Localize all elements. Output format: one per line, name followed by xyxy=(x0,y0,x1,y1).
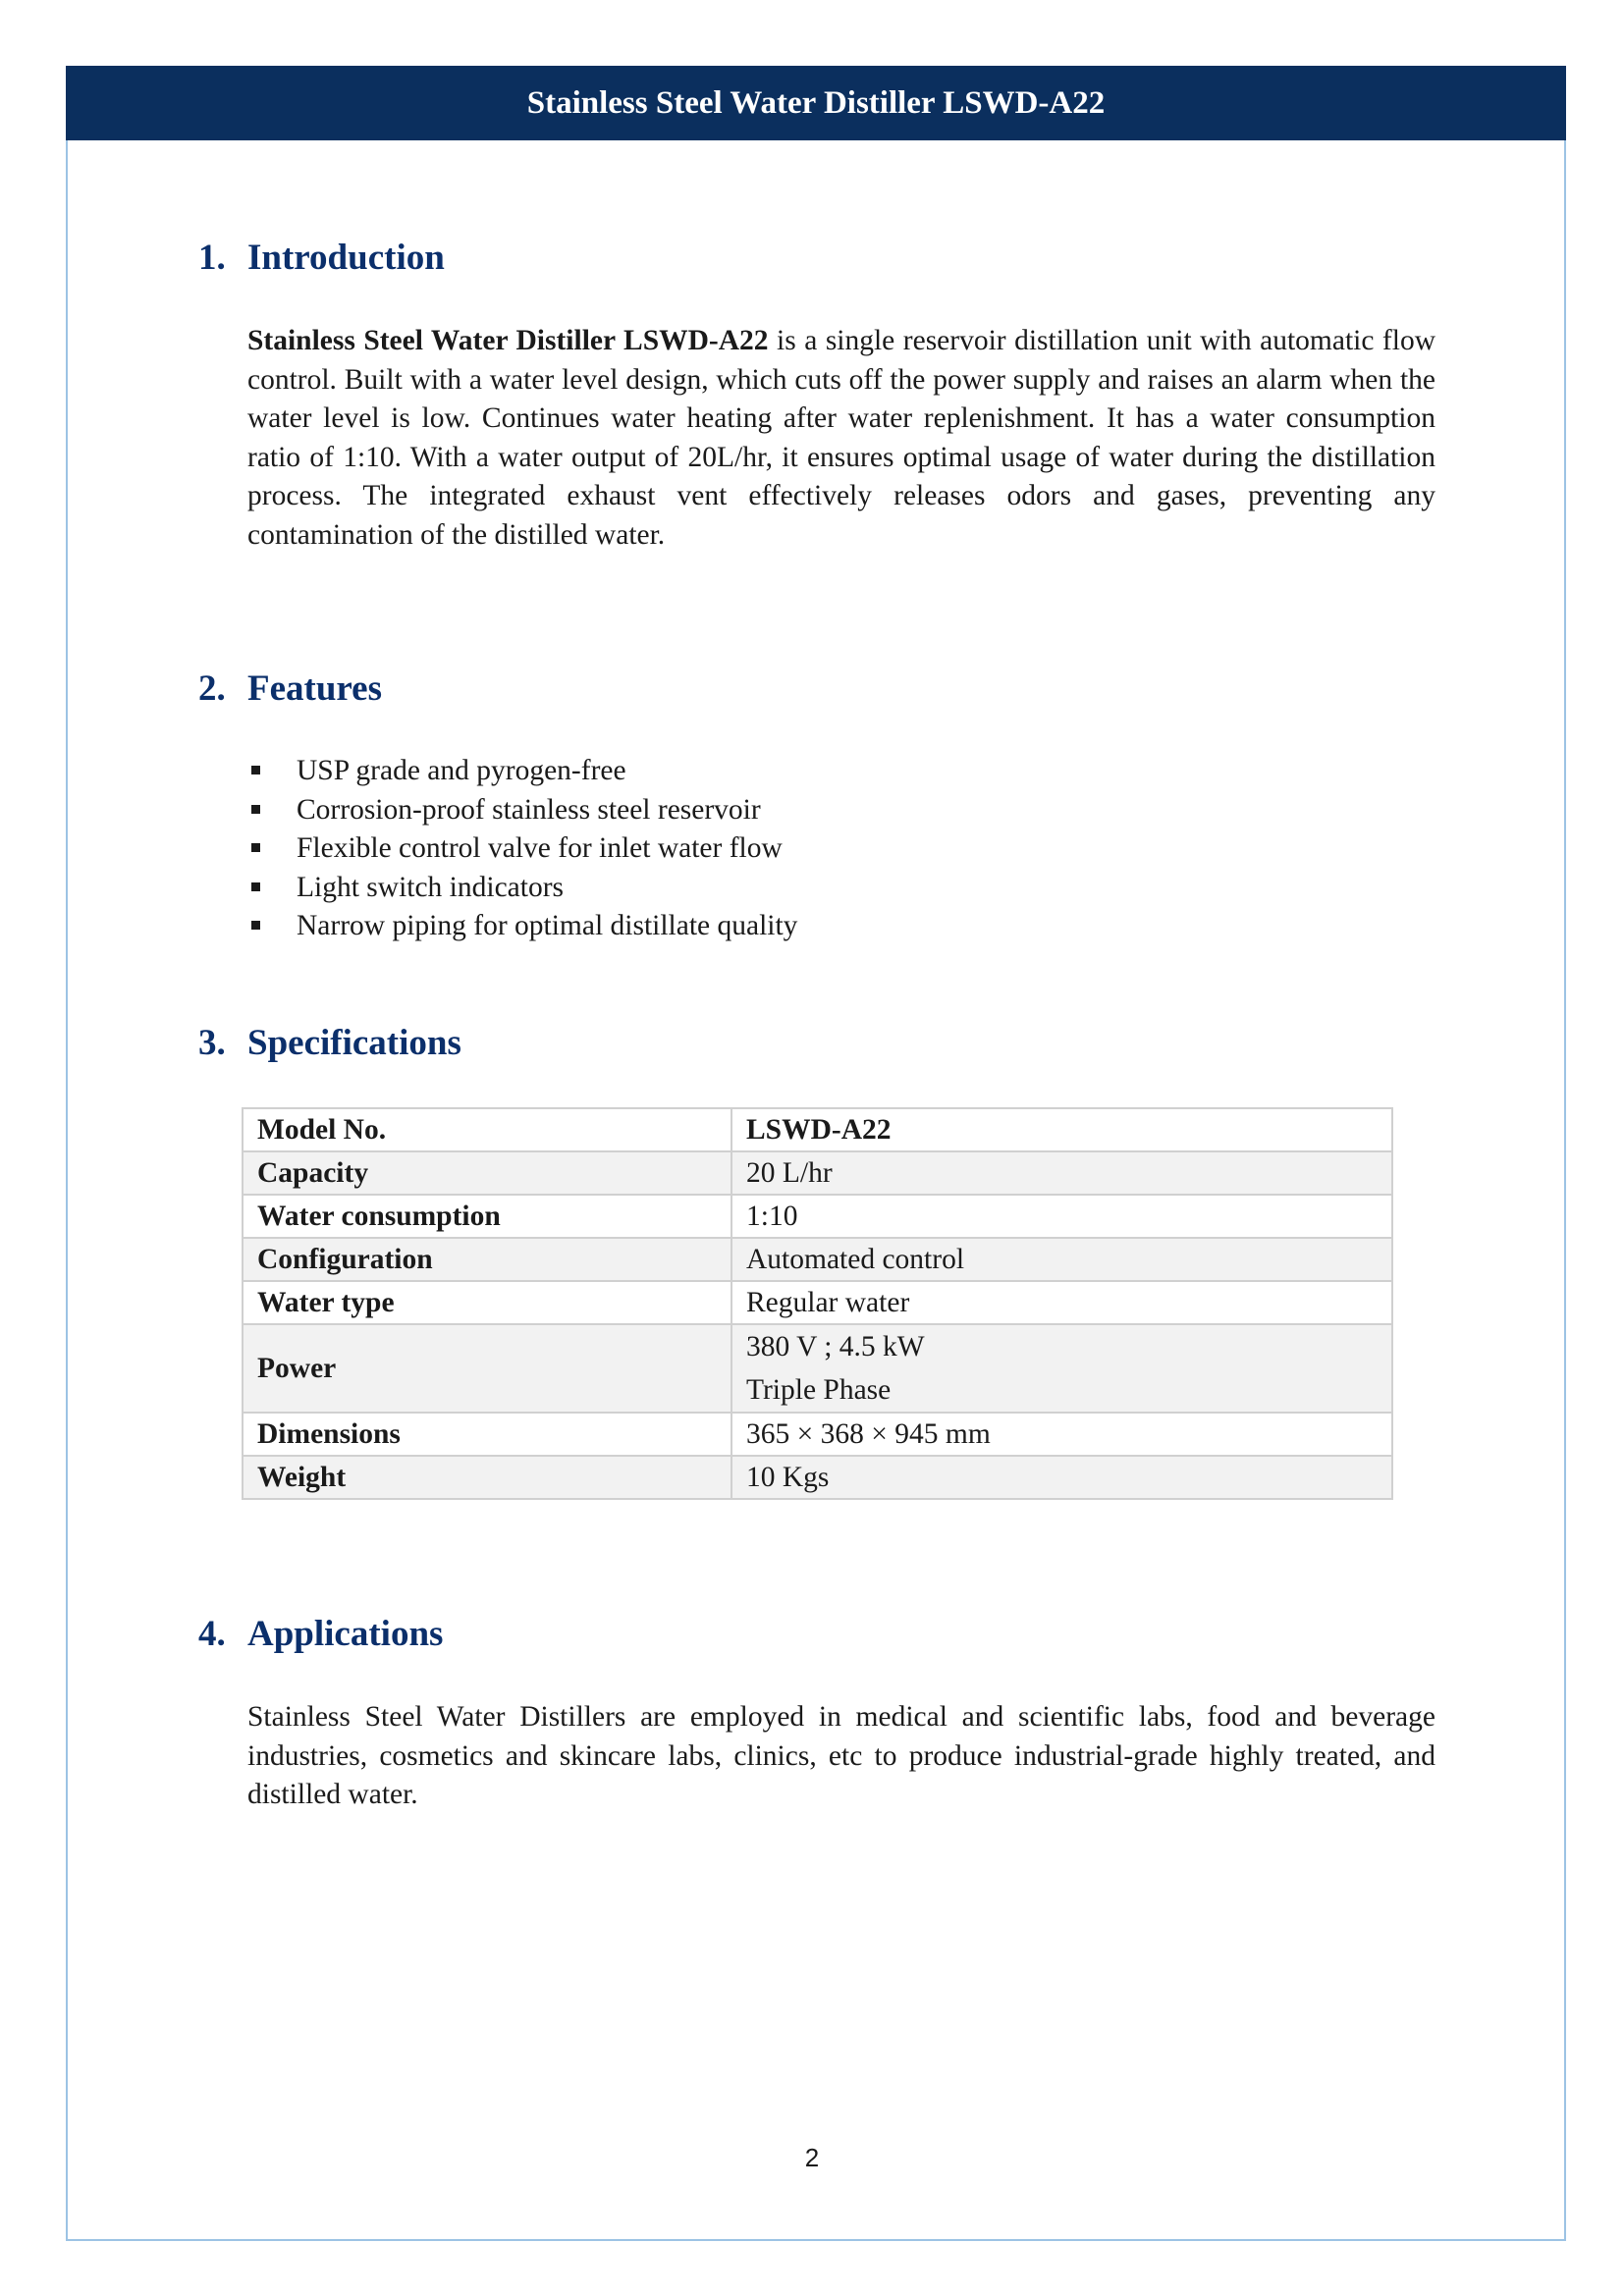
specifications-table xyxy=(242,1107,1393,1500)
section-title: Applications xyxy=(247,1614,444,1654)
introduction-body: is a single reservoir distillation unit with automatic flow control. Built with a water level design, which cuts off the power supply and raises an alarm when the water level is low. Continues water heating after water replenishment. It has a water consumption ratio of 1:10. With a water output of 20L/hr, it ensures optimal usage of water during the distillation process. The integrated exhaust vent effectively releases odors and gases, preventing any contamination of the distilled water. xyxy=(247,325,1436,551)
section-number: 2. xyxy=(198,668,226,709)
spec-label: Weight xyxy=(243,1456,731,1499)
section-heading-introduction xyxy=(198,237,445,279)
square-bullet-icon xyxy=(251,921,260,930)
spec-value: 20 L/hr xyxy=(731,1151,1392,1195)
document-title-bar xyxy=(66,66,1566,140)
table-row xyxy=(243,1108,1392,1151)
section-title: Features xyxy=(247,668,382,709)
spec-label: Water type xyxy=(243,1281,731,1324)
applications-paragraph: Stainless Steel Water Distillers are employed in medical and scientific labs, food and beverage industries, cosmetics and skincare labs, clinics, etc to produce industrial-grade highly treated, and distilled water. xyxy=(247,1701,1435,1810)
table-row xyxy=(243,1281,1392,1324)
spec-value-line: 380 V ; 4.5 kW xyxy=(746,1331,925,1362)
spec-label: Capacity xyxy=(243,1151,731,1195)
spec-value: 1:10 xyxy=(731,1195,1392,1238)
spec-label: Power xyxy=(243,1324,731,1413)
spec-value: 365 × 368 × 945 mm xyxy=(731,1413,1392,1456)
section-heading-features xyxy=(198,667,382,710)
feature-item: USP grade and pyrogen-free xyxy=(247,752,797,791)
section-heading-applications xyxy=(198,1613,443,1655)
square-bullet-icon xyxy=(251,805,260,814)
feature-item: Narrow piping for optimal distillate quality xyxy=(247,907,797,946)
spec-label: Water consumption xyxy=(243,1195,731,1238)
spec-label: Dimensions xyxy=(243,1413,731,1456)
table-row xyxy=(243,1413,1392,1456)
square-bullet-icon xyxy=(251,766,260,774)
product-name-bold: Stainless Steel Water Distiller LSWD-A22 xyxy=(247,325,769,356)
spec-value: 10 Kgs xyxy=(731,1456,1392,1499)
table-row xyxy=(243,1151,1392,1195)
table-row xyxy=(243,1456,1392,1499)
feature-item: Light switch indicators xyxy=(247,869,797,908)
section-heading-specifications xyxy=(198,1022,461,1064)
page-number: 2 xyxy=(804,2143,820,2172)
document-title: Stainless Steel Water Distiller LSWD-A22 xyxy=(526,84,1106,121)
spec-label: Model No. xyxy=(243,1108,731,1151)
square-bullet-icon xyxy=(251,843,260,852)
table-row xyxy=(243,1195,1392,1238)
section-title: Specifications xyxy=(247,1023,461,1063)
spec-value: LSWD-A22 xyxy=(731,1108,1392,1151)
spec-value: Regular water xyxy=(731,1281,1392,1324)
section-number: 3. xyxy=(198,1023,226,1063)
features-list xyxy=(247,752,797,946)
square-bullet-icon xyxy=(251,882,260,891)
feature-item: Flexible control valve for inlet water flow xyxy=(247,829,797,869)
section-title: Introduction xyxy=(247,238,445,278)
table-row xyxy=(243,1324,1392,1413)
section-number: 4. xyxy=(198,1614,226,1654)
introduction-paragraph xyxy=(247,322,1435,555)
spec-label: Configuration xyxy=(243,1238,731,1281)
spec-value xyxy=(731,1324,1392,1413)
feature-item: Corrosion-proof stainless steel reservoir xyxy=(247,791,797,830)
spec-value-line: Triple Phase xyxy=(746,1374,892,1406)
table-row xyxy=(243,1238,1392,1281)
spec-value: Automated control xyxy=(731,1238,1392,1281)
section-number: 1. xyxy=(198,238,226,278)
